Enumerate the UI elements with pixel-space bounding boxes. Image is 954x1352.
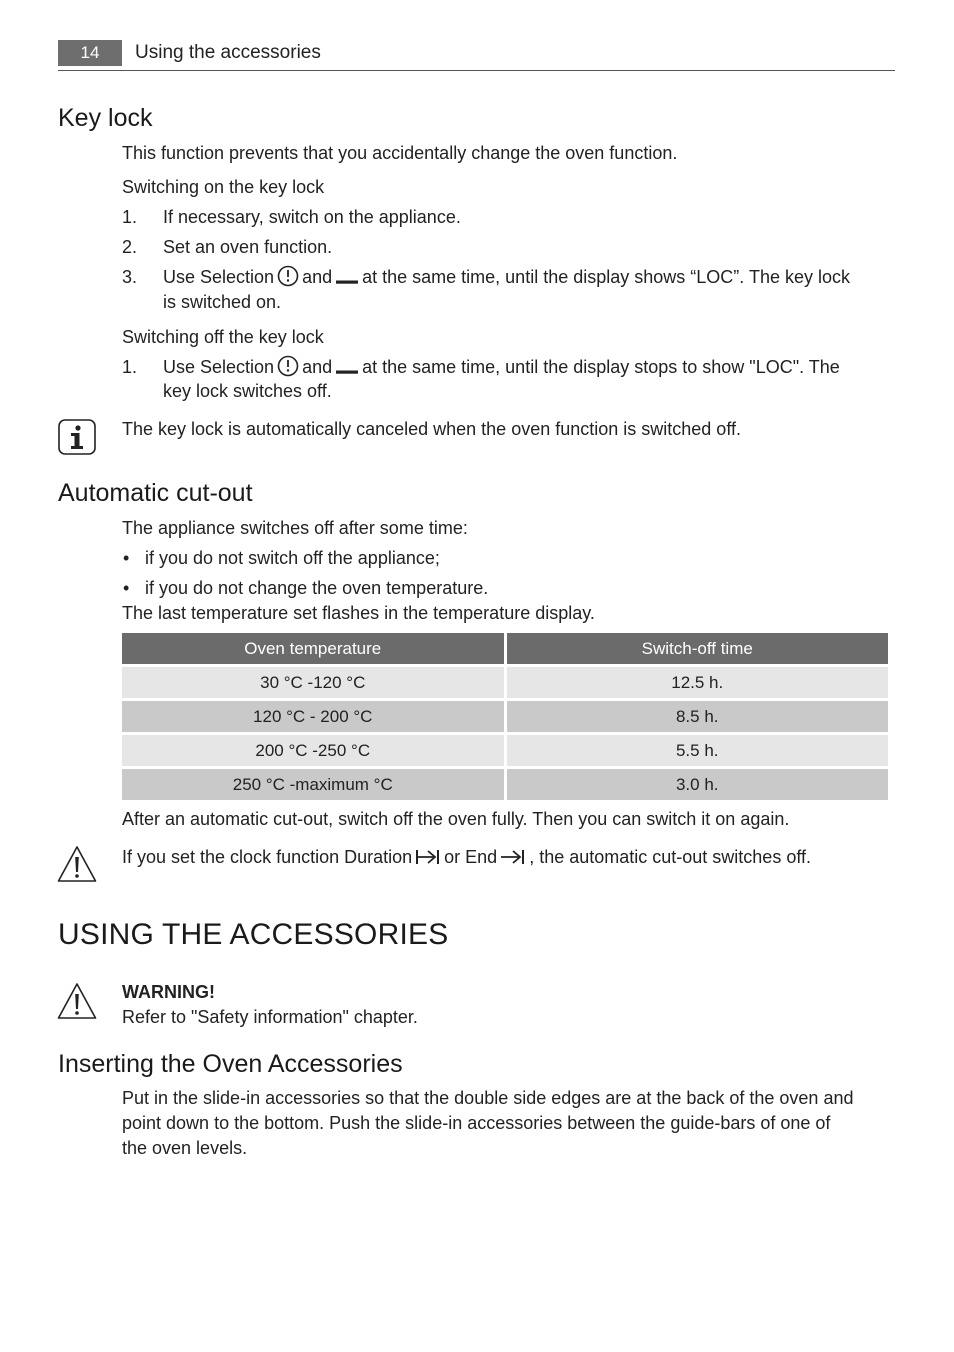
warning-text: Refer to "Safety information" chapter. bbox=[122, 1007, 418, 1027]
table-cell: 200 °C -250 °C bbox=[122, 735, 504, 766]
info-icon bbox=[58, 419, 96, 460]
key-lock-heading: Key lock bbox=[58, 104, 153, 132]
header-rule bbox=[58, 70, 895, 71]
step-number: 2. bbox=[122, 237, 138, 257]
bullet-dot: • bbox=[123, 548, 130, 568]
step-text-part: Use Selection bbox=[163, 357, 275, 377]
key-lock-intro: This function prevents that you accidentally change the oven function. bbox=[122, 143, 678, 163]
step-text-part: and bbox=[302, 267, 333, 287]
table-cell: 30 °C -120 °C bbox=[122, 667, 504, 698]
chapter-title: USING THE ACCESSORIES bbox=[58, 918, 449, 951]
inserting-text-line: point down to the bottom. Push the slide-in accessories between the guide-bars of one of bbox=[122, 1113, 831, 1133]
table-cell: 12.5 h. bbox=[507, 667, 889, 698]
note-text-part: If you set the clock function Duration bbox=[122, 847, 413, 867]
bullet-dot: • bbox=[123, 578, 130, 598]
page-number: 14 bbox=[58, 40, 122, 66]
step-text-part: Use Selection bbox=[163, 267, 275, 287]
clock-warning-text bbox=[122, 845, 811, 874]
step-text-part: at the same time, until the display stops to show "LOC". The bbox=[362, 357, 840, 377]
step-text: If necessary, switch on the appliance. bbox=[163, 207, 461, 227]
step-number: 1. bbox=[122, 357, 138, 377]
warning-title: WARNING! bbox=[122, 982, 215, 1002]
note-text-part: or End bbox=[444, 847, 498, 867]
table-cell: 8.5 h. bbox=[507, 701, 889, 732]
step-number: 1. bbox=[122, 207, 138, 227]
table-cell: 3.0 h. bbox=[507, 769, 889, 800]
table-cell: 120 °C - 200 °C bbox=[122, 701, 504, 732]
inserting-text-line: the oven levels. bbox=[122, 1138, 248, 1158]
step-number: 3. bbox=[122, 267, 138, 287]
running-title: Using the accessories bbox=[135, 42, 321, 63]
step-text-part: and bbox=[302, 357, 333, 377]
table-header-cell: Switch-off time bbox=[507, 633, 889, 664]
minus-icon bbox=[335, 359, 359, 384]
table-row bbox=[122, 735, 888, 766]
after-table-text: After an automatic cut-out, switch off the oven fully. Then you can switch it on again. bbox=[122, 809, 790, 829]
table-header-row bbox=[122, 633, 888, 664]
warning-triangle-icon bbox=[57, 845, 97, 888]
step-text-part: at the same time, until the display shows “LOC”. The key lock bbox=[362, 267, 850, 287]
duration-icon bbox=[415, 847, 441, 874]
table-row bbox=[122, 701, 888, 732]
auto-cutout-intro: The appliance switches off after some time: bbox=[122, 518, 468, 538]
auto-cutout-heading: Automatic cut-out bbox=[58, 479, 253, 507]
flash-note: The last temperature set flashes in the temperature display. bbox=[122, 603, 595, 623]
table-row bbox=[122, 667, 888, 698]
bullet-item: if you do not switch off the appliance; bbox=[145, 548, 440, 568]
table-cell: 250 °C -maximum °C bbox=[122, 769, 504, 800]
key-lock-on-heading: Switching on the key lock bbox=[122, 177, 325, 197]
table-cell: 5.5 h. bbox=[507, 735, 889, 766]
inserting-heading: Inserting the Oven Accessories bbox=[58, 1050, 403, 1078]
key-lock-off-heading: Switching off the key lock bbox=[122, 327, 324, 347]
minus-icon bbox=[335, 269, 359, 294]
step-text-continued: key lock switches off. bbox=[163, 381, 332, 401]
note-text-part: , the automatic cut-out switches off. bbox=[529, 847, 812, 867]
end-time-icon bbox=[500, 847, 526, 874]
step-text-continued: is switched on. bbox=[163, 292, 282, 312]
warning-triangle-icon bbox=[57, 982, 97, 1025]
info-note-text: The key lock is automatically canceled when the oven function is switched off. bbox=[122, 419, 741, 439]
step-text: Set an oven function. bbox=[163, 237, 333, 257]
bullet-item: if you do not change the oven temperature. bbox=[145, 578, 489, 598]
table-row bbox=[122, 769, 888, 800]
switch-off-table bbox=[119, 630, 891, 803]
table-header-cell: Oven temperature bbox=[122, 633, 504, 664]
inserting-text-line: Put in the slide-in accessories so that the double side edges are at the back of the oven and bbox=[122, 1088, 854, 1108]
